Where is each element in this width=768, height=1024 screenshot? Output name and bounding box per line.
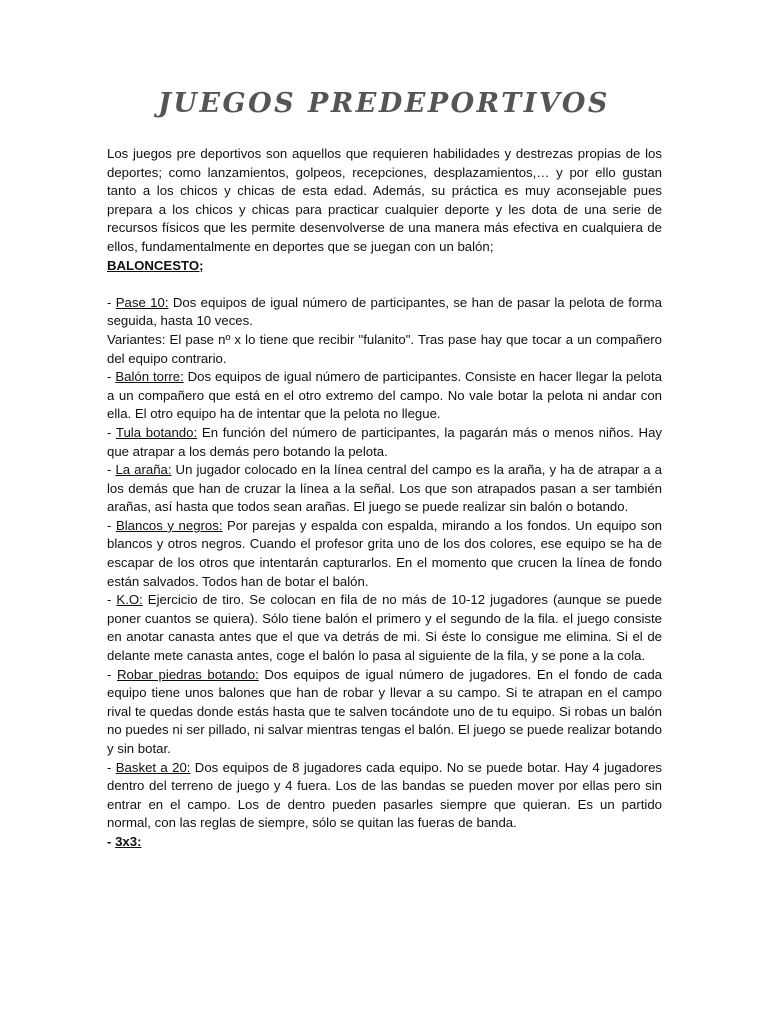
game-name: Balón torre: <box>115 369 184 385</box>
list-dash: - <box>107 666 118 682</box>
game-entry <box>107 368 662 424</box>
variant-paragraph: Variantes: El pase nº x lo tiene que recibir "fulanito". Tras pase hay que tocar a un compañero del equipo contrario. <box>107 331 662 366</box>
game-description: Ejercicio de tiro. Se colocan en fila de no más de 10-12 jugadores (aunque se puede poner cuantos se quiera). Sólo tiene balón el primero y el segundo de la fila. el juego consiste en anotar canasta antes que el que va detrás de mi. Si éste lo consigue me elimina. Si el de delante mete canasta antes, coge el balón lo pasa al siguiente de la fila, y se pone a la cola. <box>107 592 662 664</box>
list-dash: - <box>107 592 117 608</box>
game-entry <box>107 591 662 665</box>
list-dash: - <box>107 759 116 775</box>
game-description: Dos equipos de 8 jugadores cada equipo. No se puede botar. Hay 4 jugadores dentro del terreno de juego y 4 fuera. Los de las bandas se pueden mover por ellas pero sin entrar en el campo. Los de dentro pueden pasarles siempre que quieran. Es un partido normal, con las reglas de siempre, sólo se quitan las fueras de banda. <box>107 759 663 831</box>
game-entry <box>107 424 662 461</box>
list-dash: - <box>107 462 116 478</box>
game-description: Dos equipos de igual número de participantes. Consiste en hacer llegar la pelota a un compañero que está en el otro extremo del campo. No vale botar la pelota ni andar con ella. El otro equipo ha de intentar que la pelota no llegue. <box>107 369 662 422</box>
list-dash: - <box>107 424 116 440</box>
game-description: En función del número de participantes, la pagarán más o menos niños. Hay que atrapar a los demás pero botando la pelota. <box>107 424 662 459</box>
game-entry <box>107 833 662 852</box>
game-entry <box>107 666 662 759</box>
blank-line <box>107 275 662 294</box>
game-name: Robar piedras botando: <box>117 666 259 682</box>
game-description: Un jugador colocado en la línea central del campo es la araña, y ha de atrapar a a los demás que han de cruzar la línea a la señal. Los que son atrapados pasan a ser también arañas, así hasta que todos sean arañas. El juego se puede realizar sin balón o botando. <box>107 462 662 515</box>
intro-paragraph: Los juegos pre deportivos son aquellos que requieren habilidades y destrezas propias de los deportes; como lanzamientos, golpeos, recepciones, desplazamientos,… y por ello gustan tanto a los chicos y chicas de esta edad. Además, su práctica es muy aconsejable pues prepara a los chicos y chicas para practicar cualquier deporte y les dota de una serie de recursos físicos que les permite desenvolverse de una manera más efectiva en cualquiera de ellos, fundamentalmente en deportes que se juegan con un balón; <box>107 146 662 254</box>
game-entry <box>107 461 662 517</box>
game-description: Por parejas y espalda con espalda, mirando a los fondos. Un equipo son blancos y otros negros. Cuando el profesor grita uno de los dos colores, ese equipo se ha de escapar de los otros que intentarán capturarlos. En el momento que crucen la línea de fondo están salvados. Todos han de botar el balón. <box>107 517 662 589</box>
list-dash: - <box>107 517 116 533</box>
game-description: Dos equipos de igual número de jugadores. En el fondo de cada equipo tiene unos balones que han de robar y llevar a su campo. Si te atrapan en el campo rival te quedas donde estás hasta que te salven tocándote uno de tu equipo. Si robas un balón no puedes ni ser pillado, ni salvar mientras tengas el balón. El juego se puede realizar botando y sin botar. <box>107 666 662 756</box>
list-dash: - <box>107 294 116 310</box>
game-entry <box>107 517 662 591</box>
list-dash: - <box>107 369 116 385</box>
game-name: Pase 10: <box>115 294 169 310</box>
document-body <box>107 145 662 852</box>
game-name: 3x3: <box>115 833 142 849</box>
page-title: JUEGOS PREDEPORTIVOS <box>158 88 610 119</box>
game-entry <box>107 759 662 833</box>
game-name: K.O: <box>116 592 143 608</box>
game-name: Blancos y negros: <box>115 517 223 533</box>
list-dash: - <box>107 833 116 849</box>
game-name: Tula botando: <box>115 424 198 440</box>
game-entry <box>107 294 662 331</box>
game-name: La araña: <box>115 462 172 478</box>
section-heading: BALONCESTO; <box>107 257 204 273</box>
game-name: Basket a 20: <box>115 759 191 775</box>
game-description: Dos equipos de igual número de participantes, se han de pasar la pelota de forma seguida, hasta 10 veces. <box>107 294 662 329</box>
